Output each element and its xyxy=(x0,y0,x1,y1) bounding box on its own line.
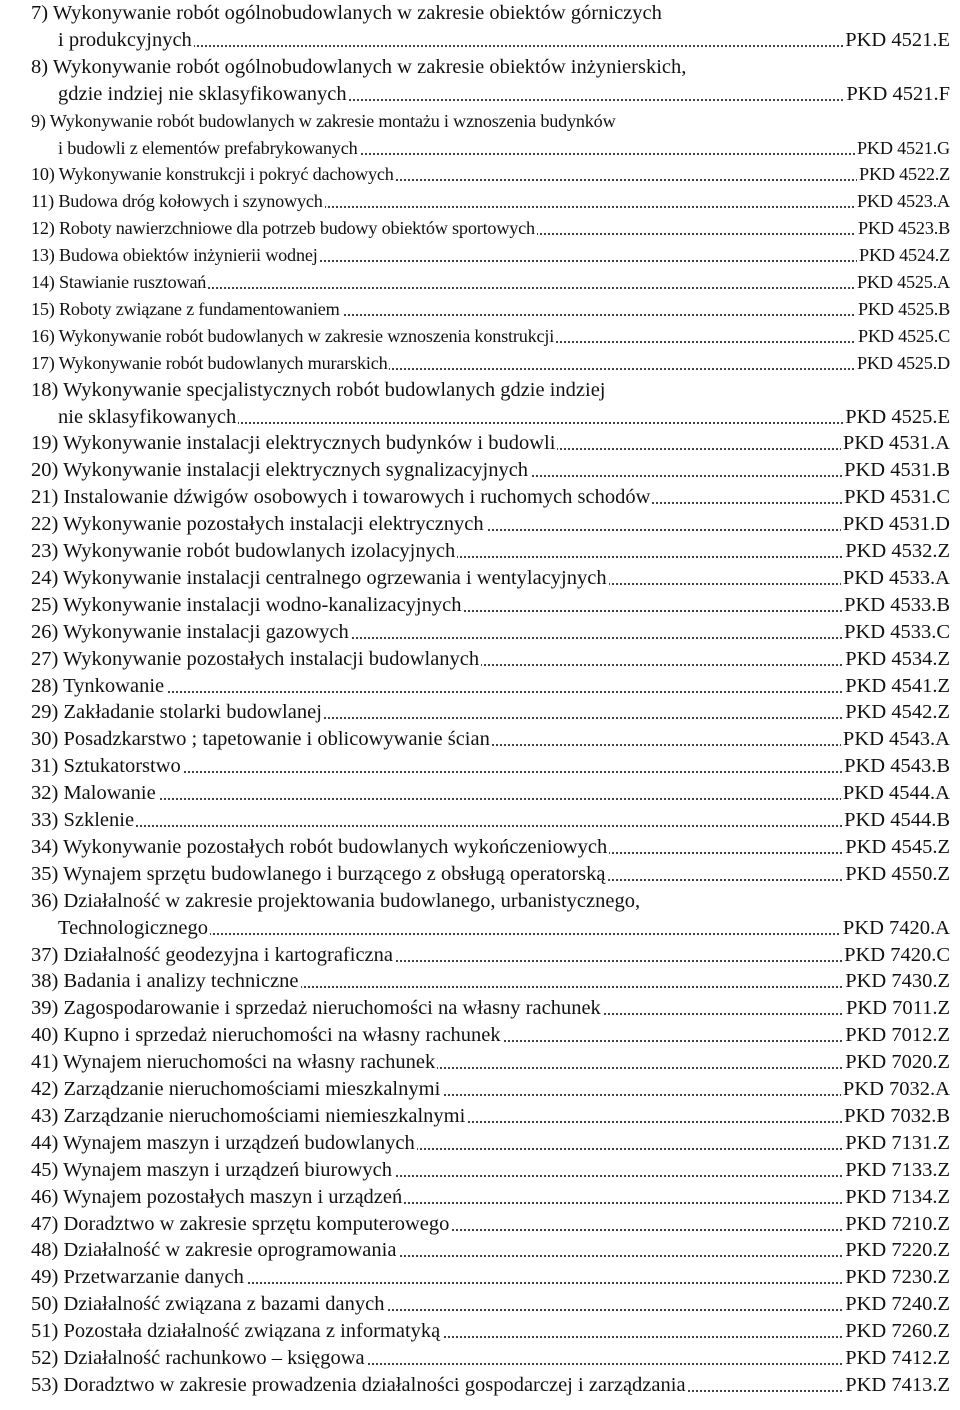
pkd-code: PKD 7230.Z xyxy=(843,1264,950,1291)
pkd-list-item xyxy=(31,1291,950,1318)
pkd-list-item xyxy=(31,188,950,215)
item-text: 25) Wykonywanie instalacji wodno-kanalizacyjnych xyxy=(31,592,463,619)
pkd-list-item xyxy=(31,1049,950,1076)
item-text: 18) Wykonywanie specjalistycznych robót budowlanych gdzie indziej xyxy=(31,377,608,404)
item-text: 16) Wykonywanie robót budowlanych w zakresie wznoszenia konstrukcji xyxy=(31,323,556,350)
pkd-code: PKD 4531.B xyxy=(842,457,950,484)
item-text: 52) Działalność rachunkowo – księgowa xyxy=(31,1345,367,1372)
pkd-code: PKD 4541.Z xyxy=(843,673,950,700)
item-text: 20) Wykonywanie instalacji elektrycznych sygnalizacyjnych xyxy=(31,457,530,484)
item-text: 21) Instalowanie dźwigów osobowych i towarowych i ruchomych schodów xyxy=(31,484,652,511)
pkd-code: PKD 7210.Z xyxy=(843,1211,950,1238)
pkd-code: PKD 4534.Z xyxy=(843,646,950,673)
item-text: 46) Wynajem pozostałych maszyn i urządzeń xyxy=(31,1184,404,1211)
pkd-list-item-heading xyxy=(31,0,950,27)
item-text: 47) Doradztwo w zakresie sprzętu komputerowego xyxy=(31,1211,451,1238)
pkd-list-item xyxy=(31,1345,950,1372)
item-text: i budowli z elementów prefabrykowanych xyxy=(58,135,359,162)
item-text: 13) Budowa obiektów inżynierii wodnej xyxy=(31,242,320,269)
item-text: 30) Posadzkarstwo ; tapetowanie i oblicowywanie ścian xyxy=(31,726,492,753)
item-text: 28) Tynkowanie xyxy=(31,673,166,700)
pkd-list-item-heading xyxy=(31,377,950,404)
pkd-code: PKD 4524.Z xyxy=(857,242,950,269)
item-text: 38) Badania i analizy techniczne xyxy=(31,968,301,995)
pkd-list-item xyxy=(31,430,950,457)
pkd-code: PKD 4543.A xyxy=(841,726,950,753)
pkd-list-item xyxy=(31,646,950,673)
item-text: nie sklasyfikowanych xyxy=(58,404,238,431)
pkd-code: PKD 4532.Z xyxy=(843,538,950,565)
pkd-list-item-heading xyxy=(31,54,950,81)
pkd-code: PKD 4521.E xyxy=(843,27,950,54)
pkd-list-item xyxy=(31,511,950,538)
pkd-code: PKD 4533.A xyxy=(841,565,950,592)
item-text: 35) Wynajem sprzętu budowlanego i burzącego z obsługą operatorską xyxy=(31,861,607,888)
pkd-list-item xyxy=(58,135,950,162)
pkd-list-item xyxy=(31,1130,950,1157)
pkd-list-item xyxy=(31,726,950,753)
pkd-list-item xyxy=(31,1237,950,1264)
pkd-list-item xyxy=(31,1318,950,1345)
pkd-code: PKD 4544.A xyxy=(841,780,950,807)
pkd-code: PKD 4543.B xyxy=(842,753,950,780)
pkd-list-item xyxy=(31,1103,950,1130)
item-text: 49) Przetwarzanie danych xyxy=(31,1264,246,1291)
pkd-code: PKD 4525.A xyxy=(855,269,950,296)
item-text: 22) Wykonywanie pozostałych instalacji elektrycznych xyxy=(31,511,486,538)
item-text: 31) Sztukatorstwo xyxy=(31,753,183,780)
pkd-list-item xyxy=(31,296,950,323)
item-text: 29) Zakładanie stolarki budowlanej xyxy=(31,699,324,726)
pkd-code: PKD 4531.D xyxy=(841,511,950,538)
pkd-list-item xyxy=(31,861,950,888)
pkd-list-item xyxy=(31,699,950,726)
pkd-list-item xyxy=(58,81,950,108)
pkd-code: PKD 4533.B xyxy=(842,592,950,619)
item-text: 41) Wynajem nieruchomości na własny rachunek xyxy=(31,1049,437,1076)
pkd-code: PKD 4550.Z xyxy=(843,861,950,888)
item-text: 9) Wykonywanie robót budowlanych w zakresie montażu i wznoszenia budynków xyxy=(31,108,618,135)
pkd-code: PKD 4525.D xyxy=(855,350,950,377)
pkd-list-item xyxy=(31,673,950,700)
pkd-code: PKD 7420.A xyxy=(841,915,950,942)
pkd-code: PKD 4521.F xyxy=(844,81,950,108)
item-text: 12) Roboty nawierzchniowe dla potrzeb budowy obiektów sportowych xyxy=(31,215,537,242)
pkd-list-item xyxy=(31,1184,950,1211)
item-text: 34) Wykonywanie pozostałych robót budowlanych wykończeniowych xyxy=(31,834,609,861)
pkd-code: PKD 7020.Z xyxy=(843,1049,950,1076)
pkd-list-item xyxy=(31,350,950,377)
pkd-list-item xyxy=(31,323,950,350)
pkd-code: PKD 7032.B xyxy=(842,1103,950,1130)
pkd-code: PKD 7420.C xyxy=(842,942,950,969)
pkd-list-item xyxy=(31,161,950,188)
item-text: 48) Działalność w zakresie oprogramowania xyxy=(31,1237,398,1264)
pkd-code: PKD 7260.Z xyxy=(843,1318,950,1345)
pkd-list-item xyxy=(31,484,950,511)
pkd-list-item-heading xyxy=(31,888,950,915)
item-text: 44) Wynajem maszyn i urządzeń budowlanych xyxy=(31,1130,417,1157)
pkd-code: PKD 7412.Z xyxy=(843,1345,950,1372)
pkd-list-item xyxy=(31,457,950,484)
pkd-list-item xyxy=(31,942,950,969)
item-text: 14) Stawianie rusztowań xyxy=(31,269,208,296)
pkd-list-item xyxy=(31,780,950,807)
item-text: 53) Doradztwo w zakresie prowadzenia działalności gospodarczej i zarządzania xyxy=(31,1372,688,1399)
pkd-list-item xyxy=(31,538,950,565)
item-text: 10) Wykonywanie konstrukcji i pokryć dachowych xyxy=(31,161,396,188)
pkd-list-item xyxy=(31,834,950,861)
pkd-list-item xyxy=(31,807,950,834)
pkd-code: PKD 7131.Z xyxy=(843,1130,950,1157)
item-text: 17) Wykonywanie robót budowlanych murarskich xyxy=(31,350,389,377)
pkd-code: PKD 4544.B xyxy=(842,807,950,834)
pkd-code: PKD 7011.Z xyxy=(844,995,950,1022)
item-text: 26) Wykonywanie instalacji gazowych xyxy=(31,619,351,646)
dot-leader xyxy=(31,798,950,800)
item-text: 39) Zagospodarowanie i sprzedaż nieruchomości na własny rachunek xyxy=(31,995,603,1022)
item-text: 36) Działalność w zakresie projektowania budowlanego, urbanistycznego, xyxy=(31,888,642,915)
item-text: 33) Szklenie xyxy=(31,807,136,834)
item-text: 8) Wykonywanie robót ogólnobudowlanych w zakresie obiektów inżynierskich, xyxy=(31,54,688,81)
item-text: 42) Zarządzanie nieruchomościami mieszkalnymi xyxy=(31,1076,442,1103)
item-text: 23) Wykonywanie robót budowlanych izolacyjnych xyxy=(31,538,457,565)
item-text: 40) Kupno i sprzedaż nieruchomości na własny rachunek xyxy=(31,1022,503,1049)
pkd-code: PKD 4521.G xyxy=(855,135,950,162)
pkd-list-item xyxy=(31,619,950,646)
pkd-code: PKD 7032.A xyxy=(841,1076,950,1103)
pkd-code: PKD 4525.B xyxy=(856,296,950,323)
pkd-code: PKD 4545.Z xyxy=(843,834,950,861)
pkd-list-item xyxy=(31,753,950,780)
item-text: gdzie indziej nie sklasyfikowanych xyxy=(58,81,349,108)
dot-leader xyxy=(31,691,950,693)
pkd-list-item xyxy=(31,1264,950,1291)
pkd-code: PKD 4525.C xyxy=(856,323,950,350)
pkd-code: PKD 4542.Z xyxy=(843,699,950,726)
pkd-code: PKD 4522.Z xyxy=(857,161,950,188)
pkd-code: PKD 7012.Z xyxy=(843,1022,950,1049)
item-text: 37) Działalność geodezyjna i kartograficzna xyxy=(31,942,395,969)
pkd-list-item xyxy=(31,269,950,296)
item-text: 43) Zarządzanie nieruchomościami niemieszkalnymi xyxy=(31,1103,467,1130)
item-text: 27) Wykonywanie pozostałych instalacji budowlanych xyxy=(31,646,481,673)
pkd-code: PKD 7133.Z xyxy=(843,1157,950,1184)
pkd-list-item xyxy=(31,215,950,242)
item-text: 51) Pozostała działalność związana z informatyką xyxy=(31,1318,442,1345)
pkd-code: PKD 7134.Z xyxy=(843,1184,950,1211)
pkd-list-item xyxy=(31,1022,950,1049)
pkd-code: PKD 7240.Z xyxy=(843,1291,950,1318)
pkd-list-item-heading xyxy=(31,108,950,135)
pkd-list-item xyxy=(31,968,950,995)
item-text: Technologicznego xyxy=(58,915,210,942)
pkd-code: PKD 4523.B xyxy=(856,215,950,242)
item-text: 32) Malowanie xyxy=(31,780,158,807)
item-text: 45) Wynajem maszyn i urządzeń biurowych xyxy=(31,1157,394,1184)
pkd-list-item xyxy=(31,1211,950,1238)
item-text: 7) Wykonywanie robót ogólnobudowlanych w zakresie obiektów górniczych xyxy=(31,0,664,27)
pkd-list-item xyxy=(31,1157,950,1184)
pkd-code: PKD 4523.A xyxy=(855,188,950,215)
pkd-code: PKD 4531.C xyxy=(842,484,950,511)
item-text: 11) Budowa dróg kołowych i szynowych xyxy=(31,188,325,215)
pkd-code: PKD 4525.E xyxy=(843,404,950,431)
item-text: 15) Roboty związane z fundamentowaniem xyxy=(31,296,342,323)
dot-leader xyxy=(31,825,950,827)
pkd-list-item xyxy=(58,915,950,942)
pkd-list-item xyxy=(31,565,950,592)
pkd-code: PKD 4533.C xyxy=(842,619,950,646)
pkd-code: PKD 4531.A xyxy=(841,430,950,457)
item-text: 50) Działalność związana z bazami danych xyxy=(31,1291,386,1318)
pkd-list-item xyxy=(31,242,950,269)
pkd-list-item xyxy=(31,995,950,1022)
pkd-list-item xyxy=(31,1076,950,1103)
pkd-code: PKD 7220.Z xyxy=(843,1237,950,1264)
pkd-code: PKD 7413.Z xyxy=(843,1372,950,1399)
item-text: 19) Wykonywanie instalacji elektrycznych budynków i budowli xyxy=(31,430,557,457)
pkd-list-item xyxy=(31,1372,950,1399)
pkd-list-item xyxy=(58,404,950,431)
pkd-list-item xyxy=(31,592,950,619)
item-text: i produkcyjnych xyxy=(58,27,194,54)
pkd-list-item xyxy=(58,27,950,54)
pkd-code: PKD 7430.Z xyxy=(843,968,950,995)
item-text: 24) Wykonywanie instalacji centralnego ogrzewania i wentylacyjnych xyxy=(31,565,609,592)
